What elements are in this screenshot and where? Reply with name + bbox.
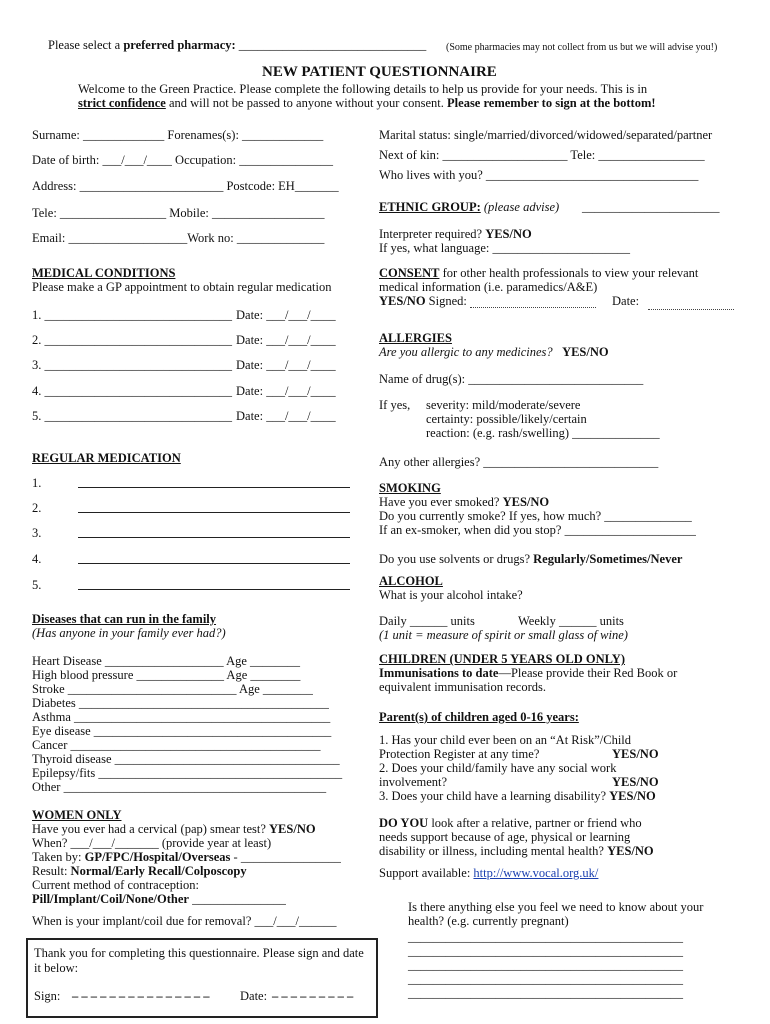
- surname-forenames-field[interactable]: Surname: _____________ Forenames(s): _____________: [32, 128, 324, 142]
- allergies-title: ALLERGIES: [379, 331, 452, 345]
- medication-number: 4.: [32, 552, 42, 566]
- anything-else-line[interactable]: ____________________________________________: [408, 930, 683, 944]
- medication-line[interactable]: [78, 589, 350, 590]
- immunisations-text-2: equivalent immunisation records.: [379, 680, 546, 694]
- sign-label: Sign:: [34, 989, 61, 1003]
- medical-conditions-subtitle: Please make a GP appointment to obtain regular medication: [32, 280, 332, 294]
- condition-date[interactable]: Date: ___/___/____: [236, 358, 336, 372]
- email-workno-field[interactable]: Email: ___________________Work no: ______________: [32, 231, 325, 245]
- condition-date[interactable]: Date: ___/___/____: [236, 333, 336, 347]
- date-field[interactable]: – – – – – – – – –: [272, 989, 354, 1003]
- immunisations-text: —Please provide their Red Book or: [498, 666, 678, 680]
- support-link[interactable]: http://www.vocal.org.uk/: [473, 866, 599, 880]
- immunisations-label: Immunisations to date: [379, 666, 499, 680]
- support-label: Support available:: [379, 866, 471, 880]
- alcohol-weekly-field[interactable]: Weekly ______ units: [518, 614, 624, 628]
- smear-yes-no-option[interactable]: YES/NO: [269, 822, 316, 836]
- condition-item[interactable]: 3. ______________________________: [32, 358, 232, 372]
- family-disease-item[interactable]: Stroke ___________________________ Age ________: [32, 682, 313, 696]
- medication-line[interactable]: [78, 537, 350, 538]
- current-smoke-field[interactable]: Do you currently smoke? If yes, how much? ______________: [379, 509, 692, 523]
- carer-text-2: needs support because of age, physical or learning: [379, 830, 631, 844]
- learning-disability-question: 3. Does your child have a learning disability?: [379, 789, 607, 803]
- condition-item[interactable]: 5. ______________________________: [32, 409, 232, 423]
- pharmacy-bold-label: preferred pharmacy:: [123, 38, 236, 52]
- next-of-kin-field[interactable]: Next of kin: ____________________ Tele: _________________: [379, 148, 705, 162]
- condition-item[interactable]: 1. ______________________________: [32, 308, 232, 322]
- certainty-options[interactable]: certainty: possible/likely/certain: [426, 412, 587, 426]
- carer-text-3: disability or illness, including mental health?: [379, 844, 604, 858]
- regular-medication-title: REGULAR MEDICATION: [32, 451, 181, 465]
- ethnic-group-field[interactable]: ______________________: [582, 200, 720, 214]
- family-disease-item[interactable]: High blood pressure ______________ Age ________: [32, 668, 301, 682]
- social-work-question-2: involvement?: [379, 775, 448, 789]
- contraception-row: [32, 892, 286, 907]
- consent-row: [379, 266, 698, 281]
- medication-number: 5.: [32, 578, 42, 592]
- child-risk-yes-no-option[interactable]: YES/NO: [612, 747, 659, 761]
- alcohol-daily-field[interactable]: Daily ______ units: [379, 614, 475, 628]
- anything-else-line[interactable]: ____________________________________________: [408, 986, 683, 1000]
- intro-line-2: [78, 96, 656, 111]
- family-disease-item[interactable]: Eye disease ______________________________________: [32, 724, 332, 738]
- interpreter-label: Interpreter required?: [379, 227, 483, 241]
- strict-confidence-text: strict confidence: [78, 96, 166, 110]
- ever-smoked-label: Have you ever smoked?: [379, 495, 500, 509]
- condition-item[interactable]: 2. ______________________________: [32, 333, 232, 347]
- result-options[interactable]: Normal/Early Recall/Colposcopy: [70, 864, 247, 878]
- medication-line[interactable]: [78, 563, 350, 564]
- medication-line[interactable]: [78, 512, 350, 513]
- consent-text: for other health professionals to view your relevant: [439, 266, 699, 280]
- family-disease-item[interactable]: Thyroid disease ____________________________________: [32, 752, 340, 766]
- other-allergies-field[interactable]: Any other allergies? ____________________________: [379, 455, 659, 469]
- carer-row-3: [379, 844, 654, 859]
- family-disease-item[interactable]: Cancer ________________________________________: [32, 738, 321, 752]
- ethnic-group-title: ETHNIC GROUP:: [379, 200, 481, 214]
- lives-with-field[interactable]: Who lives with you? __________________________________: [379, 168, 699, 182]
- thanks-text: Thank you for completing this questionnaire. Please sign and date it below:: [34, 946, 364, 975]
- result-label: Result:: [32, 864, 68, 878]
- interpreter-language-field[interactable]: If yes, what language: ______________________: [379, 241, 631, 255]
- address-postcode-field[interactable]: Address: _______________________ Postcode: EH_______: [32, 179, 339, 193]
- social-work-question: 2. Does your child/family have any social work: [379, 761, 617, 775]
- carer-yes-no-option[interactable]: YES/NO: [607, 844, 654, 858]
- condition-date[interactable]: Date: ___/___/____: [236, 384, 336, 398]
- medical-conditions-title: MEDICAL CONDITIONS: [32, 266, 176, 280]
- sign-reminder-text: Please remember to sign at the bottom!: [447, 96, 656, 110]
- ex-smoker-field[interactable]: If an ex-smoker, when did you stop? _____________________: [379, 523, 696, 537]
- consent-date-line[interactable]: [648, 309, 734, 310]
- pharmacy-field[interactable]: ______________________________: [238, 38, 427, 52]
- social-work-yes-no-option[interactable]: YES/NO: [612, 775, 659, 789]
- ethnic-group-row: [379, 200, 559, 215]
- solvents-row: [379, 552, 682, 567]
- anything-else-line[interactable]: ____________________________________________: [408, 958, 683, 972]
- medication-line[interactable]: [78, 487, 350, 488]
- dob-occupation-field[interactable]: Date of birth: ___/___/____ Occupation: _______________: [32, 153, 334, 167]
- smear-result-row: [32, 864, 247, 879]
- allergies-question-row: [379, 345, 609, 360]
- consent-signed-label: Signed:: [428, 294, 467, 308]
- contraception-label: Current method of contraception:: [32, 878, 199, 892]
- intro-mid-text: and will not be passed to anyone without your consent.: [165, 96, 448, 110]
- pharmacy-row: [48, 38, 426, 53]
- child-risk-question: 1. Has your child ever been on an “At Risk”/Child: [379, 733, 632, 747]
- anything-else-question-2: health? (e.g. currently pregnant): [408, 914, 569, 928]
- taken-by-label: Taken by:: [32, 850, 82, 864]
- implant-removal-field[interactable]: When is your implant/coil due for removal? ___/___/______: [32, 914, 337, 928]
- learning-disability-row: [379, 789, 656, 804]
- marital-status-field[interactable]: Marital status: single/married/divorced/widowed/separated/partner: [379, 128, 713, 142]
- smoking-title: SMOKING: [379, 481, 441, 495]
- if-yes-label: If yes,: [379, 398, 411, 412]
- medication-number: 1.: [32, 476, 42, 490]
- medication-number: 3.: [32, 526, 42, 540]
- reaction-field[interactable]: reaction: (e.g. rash/swelling) ______________: [426, 426, 660, 440]
- family-disease-item[interactable]: Asthma _________________________________________: [32, 710, 331, 724]
- pharmacy-note: (Some pharmacies may not collect from us but we will advise you!): [446, 42, 718, 53]
- allergies-question: Are you allergic to any medicines?: [379, 345, 553, 359]
- family-disease-item[interactable]: Epilepsy/fits _______________________________________: [32, 766, 343, 780]
- consent-date-label: Date:: [612, 294, 640, 308]
- page-title: NEW PATIENT QUESTIONNAIRE: [262, 64, 497, 80]
- sign-field[interactable]: – – – – – – – – – – – – – – –: [72, 989, 210, 1003]
- family-diseases-subtitle: (Has anyone in your family ever had?): [32, 626, 226, 640]
- ever-smoked-row: [379, 495, 549, 510]
- family-disease-item[interactable]: Other __________________________________________: [32, 780, 327, 794]
- ethnic-group-hint: (please advise): [483, 200, 560, 214]
- tele-mobile-field[interactable]: Tele: _________________ Mobile: __________________: [32, 206, 325, 220]
- contraception-field[interactable]: _______________: [188, 892, 286, 906]
- anything-else-question: Is there anything else you feel we need to know about your: [408, 900, 704, 914]
- intro-line-1: Welcome to the Green Practice. Please complete the following details to help us provide for your needs. This is in: [78, 82, 648, 96]
- carer-label: DO YOU: [379, 816, 429, 830]
- carer-text: look after a relative, partner or friend who: [428, 816, 642, 830]
- consent-yes-no-option[interactable]: YES/NO: [379, 294, 426, 308]
- support-row: [379, 866, 598, 881]
- smear-taken-by-row: [32, 850, 341, 865]
- taken-by-field[interactable]: - ________________: [230, 850, 341, 864]
- anything-else-line[interactable]: ____________________________________________: [408, 972, 683, 986]
- condition-item[interactable]: 4. ______________________________: [32, 384, 232, 398]
- consent-text-2: medical information (i.e. paramedics/A&E): [379, 280, 598, 294]
- children-title: CHILDREN (UNDER 5 YEARS OLD ONLY): [379, 652, 625, 666]
- child-risk-question-2: Protection Register at any time?: [379, 747, 540, 761]
- carer-row: [379, 816, 642, 831]
- family-disease-item[interactable]: Diabetes ________________________________________: [32, 696, 329, 710]
- alcohol-question: What is your alcohol intake?: [379, 588, 523, 602]
- interpreter-row: [379, 227, 532, 242]
- smoked-yes-no-option[interactable]: YES/NO: [502, 495, 550, 509]
- alcohol-title: ALCOHOL: [379, 574, 443, 588]
- severity-options[interactable]: severity: mild/moderate/severe: [426, 398, 581, 412]
- solvents-label: Do you use solvents or drugs?: [379, 552, 531, 566]
- condition-date[interactable]: Date: ___/___/____: [236, 308, 336, 322]
- women-only-title: WOMEN ONLY: [32, 808, 122, 822]
- smear-test-question: [32, 822, 316, 837]
- consent-signature-line[interactable]: [470, 307, 596, 308]
- solvents-options[interactable]: Regularly/Sometimes/Never: [533, 552, 683, 566]
- anything-else-line[interactable]: ____________________________________________: [408, 944, 683, 958]
- taken-by-options[interactable]: GP/FPC/Hospital/Overseas: [84, 850, 231, 864]
- condition-date[interactable]: Date: ___/___/____: [236, 409, 336, 423]
- allergies-yes-no-option[interactable]: YES/NO: [562, 345, 609, 359]
- medication-number: 2.: [32, 501, 42, 515]
- consent-title: CONSENT: [379, 266, 440, 280]
- family-disease-item[interactable]: Heart Disease ___________________ Age ________: [32, 654, 301, 668]
- smear-test-label: Have you ever had a cervical (pap) smear test?: [32, 822, 266, 836]
- date-label: Date:: [240, 989, 268, 1003]
- immunisations-row: [379, 666, 677, 681]
- family-diseases-title: Diseases that can run in the family: [32, 612, 217, 626]
- interpreter-yes-no-option[interactable]: YES/NO: [485, 227, 532, 241]
- learning-disability-yes-no-option[interactable]: YES/NO: [609, 789, 656, 803]
- parents-title: Parent(s) of children aged 0-16 years:: [379, 710, 579, 724]
- contraception-options[interactable]: Pill/Implant/Coil/None/Other: [32, 892, 189, 906]
- pharmacy-label: Please select a: [48, 38, 121, 52]
- smear-when-field[interactable]: When? ___/___/_______ (provide year at least): [32, 836, 272, 850]
- alcohol-unit-note: (1 unit = measure of spirit or small glass of wine): [379, 628, 628, 642]
- drug-name-field[interactable]: Name of drug(s): ____________________________: [379, 372, 644, 386]
- consent-sign-row: [379, 294, 467, 309]
